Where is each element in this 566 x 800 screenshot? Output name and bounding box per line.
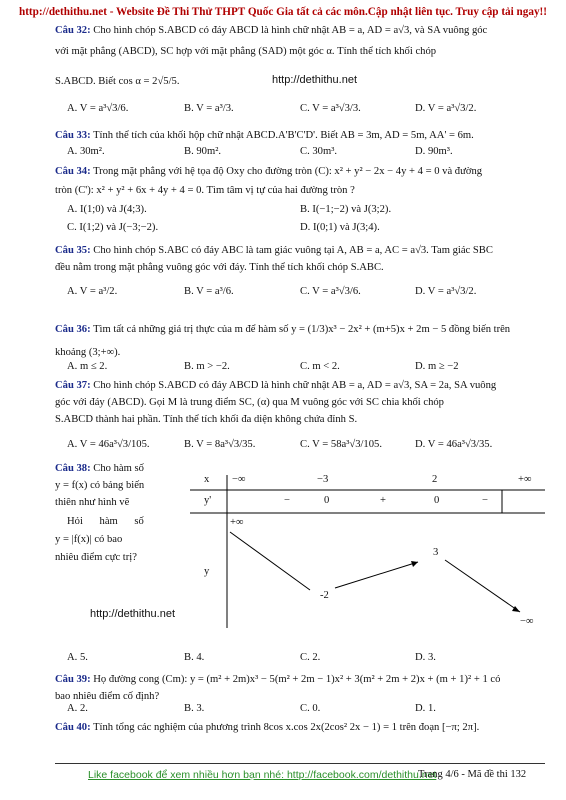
question-34	[55, 164, 545, 180]
question-label: Câu 32:	[55, 25, 91, 36]
question-text: Cho hình chóp S.ABCD có đáy ABCD là hình chữ nhật AB = a, AD = a√3, và SA vuông góc	[93, 25, 488, 36]
x-value: −3	[317, 474, 329, 485]
answer-d: D. 3.	[415, 652, 436, 663]
x-value: +∞	[518, 474, 532, 485]
page-number: Trang 4/6 - Mã đề thi 132	[418, 769, 527, 780]
y-prime-row-label: y'	[204, 495, 212, 506]
answer-a: A. 2.	[67, 703, 88, 714]
answer-b: B. m > −2.	[184, 361, 230, 372]
arrow-up	[335, 562, 418, 588]
question-36	[55, 322, 545, 338]
question-38	[55, 461, 185, 477]
y-row-label: y	[204, 566, 210, 577]
question-38-line4: Hỏi hàm số	[67, 516, 144, 527]
question-35	[55, 243, 545, 259]
answer-c: C. V = a³√3/3.	[300, 103, 361, 114]
derivative-sign: 0	[434, 495, 440, 506]
y-value: -2	[320, 590, 329, 601]
variation-table-lines	[190, 470, 545, 630]
answer-a: A. V = 46a³√3/105.	[67, 439, 150, 450]
arrow-down	[445, 560, 520, 612]
question-label: Câu 39:	[55, 674, 91, 685]
question-38-line6: nhiêu điểm cực trị?	[55, 552, 137, 563]
question-label: Câu 38:	[55, 463, 91, 474]
question-38-line3: thiên như hình vẽ	[55, 497, 130, 508]
question-37-line3: S.ABCD thành hai phần. Tính thể tích khối đa diện không chứa đỉnh S.	[55, 414, 358, 425]
question-39	[55, 672, 545, 688]
answer-a: A. m ≤ 2.	[67, 361, 108, 372]
question-38-line2: y = f(x) có bảng biến	[55, 480, 145, 491]
derivative-sign: 0	[324, 495, 330, 506]
question-32	[55, 23, 545, 39]
answer-d: D. 1.	[415, 703, 436, 714]
question-text: Tính thể tích của khối hộp chữ nhật ABCD.A'B'C'D'. Biết AB = 3m, AD = 5m, AA' = 6m.	[93, 130, 474, 141]
question-37	[55, 378, 545, 394]
answer-b: B. 3.	[184, 703, 205, 714]
question-40	[55, 720, 545, 736]
footer-facebook-link[interactable]: Like facebook để xem nhiều hơn bạn nhé: http://facebook.com/dethithu.net	[88, 769, 437, 781]
question-text: Họ đường cong (Cm): y = (m² + 2m)x³ − 5(m² + 2m − 1)x² + 3(m² + 2m + 2)x + (m + 1)² + 1 có	[93, 674, 501, 685]
question-35-line2: đều nằm trong mặt phẳng vuông góc với đáy. Tính thể tích khối chóp S.ABC.	[55, 262, 384, 273]
arrow-down	[230, 532, 310, 590]
question-32-line3: S.ABCD. Biết cos α = 2√5/5.	[55, 76, 180, 87]
question-33	[55, 128, 545, 144]
question-text: Cho hàm số	[93, 463, 144, 474]
answer-a: A. 5.	[67, 652, 88, 663]
question-label: Câu 36:	[55, 324, 91, 335]
answer-a: A. 30m².	[67, 146, 105, 157]
question-text: Cho hình chóp S.ABCD có đáy ABCD là hình chữ nhật AB = a, AD = a√3, SA = 2a, SA vuông	[93, 380, 497, 391]
question-text: Trong mặt phẳng với hệ tọa độ Oxy cho đường tròn (C): x² + y² − 2x − 4y + 4 = 0 và đường	[93, 166, 483, 177]
question-text: Tính tổng các nghiệm của phương trình 8cos x.cos 2x(2cos² 2x − 1) = 1 trên đoạn [−π; 2π].	[93, 722, 480, 733]
answer-c: C. m < 2.	[300, 361, 340, 372]
watermark-url: http://dethithu.net	[272, 74, 358, 86]
question-label: Câu 40:	[55, 722, 91, 733]
answer-c: C. I(1;2) và J(−3;−2).	[67, 222, 159, 233]
watermark-url: http://dethithu.net	[90, 608, 176, 620]
question-label: Câu 33:	[55, 130, 91, 141]
x-row-label: x	[204, 474, 210, 485]
answer-c: C. V = a³√3/6.	[300, 286, 361, 297]
question-label: Câu 34:	[55, 166, 91, 177]
answer-d: D. 90m³.	[415, 146, 453, 157]
question-label: Câu 35:	[55, 245, 91, 256]
variation-table	[190, 470, 545, 630]
answer-b: B. V = 8a³√3/35.	[184, 439, 256, 450]
answer-a: A. I(1;0) và J(4;3).	[67, 204, 147, 215]
question-34-line2: tròn (C'): x² + y² + 6x + 4y + 4 = 0. Tìm tâm vị tự của hai đường tròn ?	[55, 185, 355, 196]
question-36-line2: khoảng (3;+∞).	[55, 347, 121, 358]
answer-c: C. 0.	[300, 703, 321, 714]
y-value: 3	[433, 547, 439, 558]
question-text: Tìm tất cả những giá trị thực của m để hàm số y = (1/3)x³ − 2x² + (m+5)x + 2m − 5 đồng biến trên	[93, 324, 511, 335]
answer-d: D. m ≥ −2	[415, 361, 459, 372]
answer-a: A. V = a³/2.	[67, 286, 118, 297]
question-38-line5: y = |f(x)| có bao	[55, 534, 123, 545]
answer-b: B. 4.	[184, 652, 205, 663]
answer-a: A. V = a³√3/6.	[67, 103, 129, 114]
x-value: 2	[432, 474, 438, 485]
y-value: −∞	[520, 616, 534, 627]
answer-b: B. V = a³/3.	[184, 103, 234, 114]
answer-d: D. V = 46a³√3/35.	[415, 439, 493, 450]
question-32-line2: với mặt phẳng (ABCD), SC hợp với mặt phẳng (SAD) một góc α. Tính thể tích khối chóp	[55, 46, 437, 57]
answer-d: D. V = a³√3/2.	[415, 286, 477, 297]
y-value: +∞	[230, 517, 244, 528]
footer-divider	[55, 763, 545, 764]
derivative-sign: +	[380, 495, 386, 506]
answer-b: B. 90m².	[184, 146, 222, 157]
question-text: Cho hình chóp S.ABC có đáy ABC là tam giác vuông tại A, AB = a, AC = a√3. Tam giác SBC	[93, 245, 493, 256]
derivative-sign: −	[482, 495, 488, 506]
answer-b: B. V = a³/6.	[184, 286, 234, 297]
x-value: −∞	[232, 474, 246, 485]
answer-c: C. V = 58a³√3/105.	[300, 439, 382, 450]
question-label: Câu 37:	[55, 380, 91, 391]
question-39-line2: bao nhiêu điểm cố định?	[55, 691, 160, 702]
site-header: http://dethithu.net - Website Đề Thi Thử THPT Quốc Gia tất cả các môn.Cập nhật liên tục. Truy cập tải ngay!!	[18, 6, 547, 18]
answer-b: B. I(−1;−2) và J(3;2).	[300, 204, 392, 215]
answer-d: D. V = a³√3/2.	[415, 103, 477, 114]
question-37-line2: góc với đáy (ABCD). Gọi M là trung điểm SC, (α) qua M vuông góc với SC chia khối chóp	[55, 397, 444, 408]
answer-c: C. 2.	[300, 652, 321, 663]
answer-d: D. I(0;1) và J(3;4).	[300, 222, 380, 233]
answer-c: C. 30m³.	[300, 146, 338, 157]
derivative-sign: −	[284, 495, 290, 506]
